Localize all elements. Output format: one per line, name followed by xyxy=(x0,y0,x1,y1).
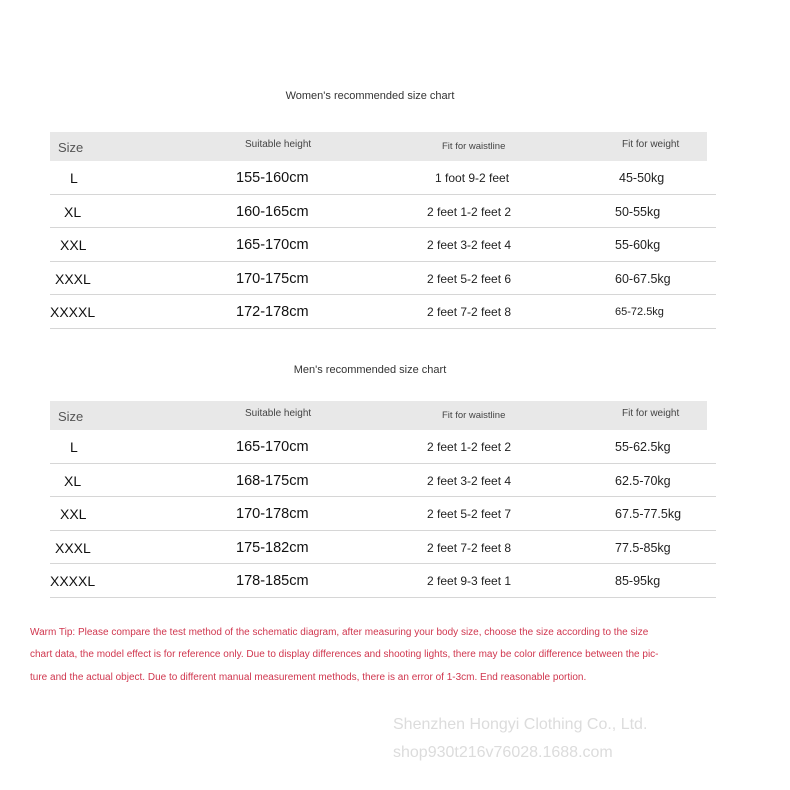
weight-cell: 60-67.5kg xyxy=(615,271,671,286)
table-row xyxy=(50,262,716,296)
waist-cell: 2 feet 3-2 feet 4 xyxy=(427,473,512,488)
height-cell: 170-175cm xyxy=(236,270,309,287)
size-cell: XXL xyxy=(60,237,87,253)
weight-cell: 85-95kg xyxy=(615,574,661,588)
waist-cell: 2 feet 1-2 feet 2 xyxy=(427,440,512,454)
warm-tip-line: chart data, the model effect is for reference only. Due to display differences and shooting lights, there may be color difference between the pic- xyxy=(30,649,659,661)
table-row xyxy=(50,228,716,262)
header-waist: Fit for waistline xyxy=(442,141,506,152)
header-waist: Fit for waistline xyxy=(442,410,506,421)
size-cell: L xyxy=(70,439,78,455)
waist-cell: 2 feet 5-2 feet 7 xyxy=(427,507,512,521)
header-height: Suitable height xyxy=(245,408,312,419)
height-cell: 175-182cm xyxy=(236,539,309,556)
height-cell: 170-178cm xyxy=(236,506,309,522)
warm-tip-line: Warm Tip: Please compare the test method of the schematic diagram, after measuring your body size, choose the size according to the size xyxy=(30,627,649,638)
waist-cell: 2 feet 9-3 feet 1 xyxy=(427,574,512,588)
warm-tip xyxy=(30,622,730,689)
header-size: Size xyxy=(58,140,84,155)
waist-cell: 2 feet 7-2 feet 8 xyxy=(427,305,512,319)
header-weight: Fit for weight xyxy=(622,139,680,150)
women-table-header xyxy=(50,132,707,161)
table-row xyxy=(50,464,716,498)
women-chart-title: Women's recommended size chart xyxy=(285,90,455,102)
header-weight: Fit for weight xyxy=(622,408,680,419)
waist-cell: 2 feet 7-2 feet 8 xyxy=(427,540,512,555)
size-cell: XXXL xyxy=(55,539,91,556)
table-row xyxy=(50,195,716,229)
warm-tip-line: ture and the actual object. Due to different manual measurement methods, there is an error of 1-3cm. End reasonable portion. xyxy=(30,671,587,683)
table-row xyxy=(50,430,716,464)
height-cell: 165-170cm xyxy=(236,439,309,455)
height-cell: 165-170cm xyxy=(236,237,309,253)
waist-cell: 2 feet 1-2 feet 2 xyxy=(427,204,512,219)
size-cell: XXXL xyxy=(55,270,91,287)
size-cell: XXL xyxy=(60,506,87,522)
watermark-shop: shop930t216v76028.1688.com xyxy=(393,744,613,761)
size-cell: L xyxy=(70,170,78,186)
table-row xyxy=(50,564,716,598)
women-size-table xyxy=(50,132,716,329)
table-row xyxy=(50,161,716,195)
table-row xyxy=(50,497,716,531)
header-height: Suitable height xyxy=(245,139,312,150)
men-chart-title: Men's recommended size chart xyxy=(293,364,447,376)
size-cell: XL xyxy=(64,203,82,220)
height-cell: 155-160cm xyxy=(236,170,309,186)
height-cell: 160-165cm xyxy=(236,203,309,220)
height-cell: 178-185cm xyxy=(236,573,309,589)
height-cell: 172-178cm xyxy=(236,304,309,320)
table-row xyxy=(50,531,716,565)
men-size-table xyxy=(50,401,716,598)
height-cell: 168-175cm xyxy=(236,472,309,489)
watermark-company: Shenzhen Hongyi Clothing Co., Ltd. xyxy=(393,716,648,733)
weight-cell: 67.5-77.5kg xyxy=(615,507,682,521)
weight-cell: 55-62.5kg xyxy=(615,440,671,454)
size-cell: XXXXL xyxy=(50,573,96,589)
header-size: Size xyxy=(58,409,84,424)
weight-cell: 50-55kg xyxy=(615,204,661,219)
weight-cell: 45-50kg xyxy=(619,171,665,185)
weight-cell: 55-60kg xyxy=(615,238,661,252)
table-row xyxy=(50,295,716,329)
size-cell: XL xyxy=(64,472,82,489)
men-table-header xyxy=(50,401,707,430)
weight-cell: 77.5-85kg xyxy=(615,540,671,555)
weight-cell: 62.5-70kg xyxy=(615,473,671,488)
weight-cell: 65-72.5kg xyxy=(615,306,664,318)
waist-cell: 2 feet 5-2 feet 6 xyxy=(427,271,512,286)
waist-cell: 1 foot 9-2 feet xyxy=(435,171,510,185)
size-cell: XXXXL xyxy=(50,304,96,320)
waist-cell: 2 feet 3-2 feet 4 xyxy=(427,238,512,252)
